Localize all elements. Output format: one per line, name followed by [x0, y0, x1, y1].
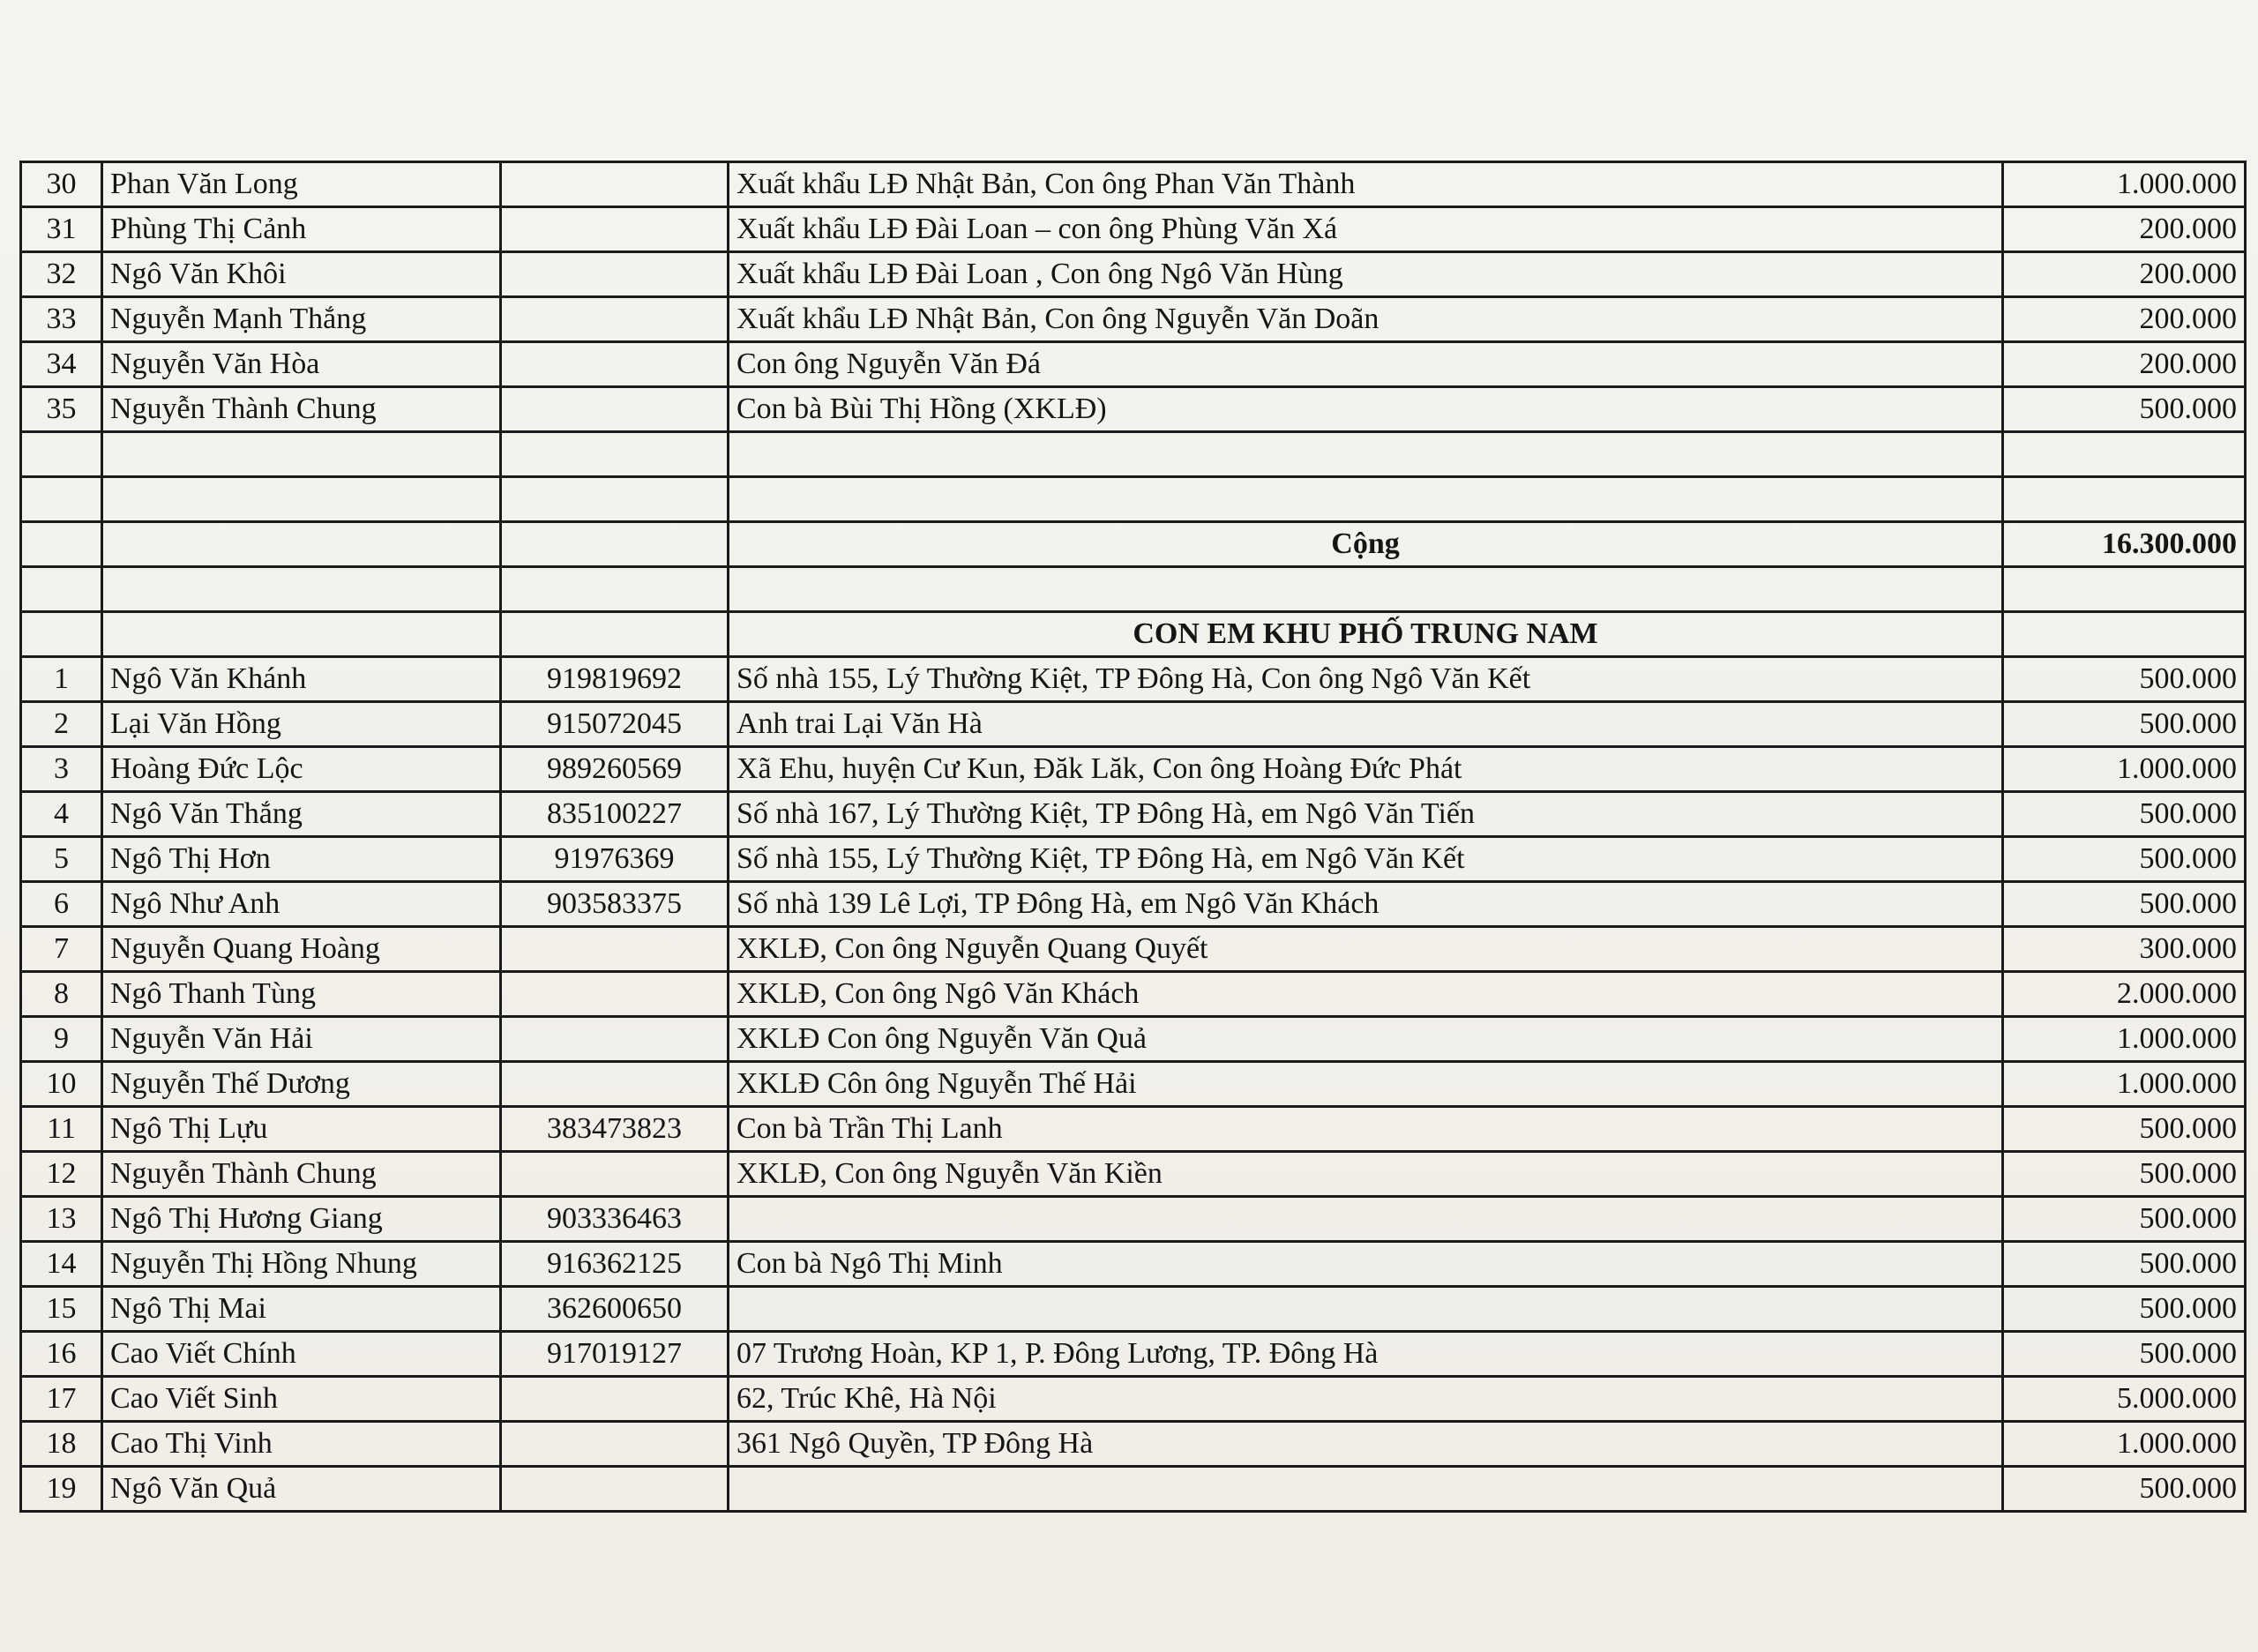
amount: 500.000: [2003, 1197, 2246, 1242]
table-row: [21, 1467, 2246, 1512]
section-header-row: [21, 612, 2246, 657]
empty-cell: [21, 522, 102, 567]
note: 361 Ngô Quyền, TP Đông Hà: [729, 1422, 2003, 1467]
note: Con bà Trần Thị Lanh: [729, 1107, 2003, 1152]
amount: 500.000: [2003, 837, 2246, 882]
row-number: 32: [21, 252, 102, 297]
note: XKLĐ, Con ông Nguyễn Quang Quyết: [729, 927, 2003, 972]
person-name: Nguyễn Thành Chung: [102, 1152, 501, 1197]
empty-cell: [102, 567, 501, 612]
table-row: [21, 1422, 2246, 1467]
amount: 2.000.000: [2003, 972, 2246, 1017]
row-number: 17: [21, 1377, 102, 1422]
empty-cell: [501, 567, 729, 612]
table-row: [21, 972, 2246, 1017]
empty-cell: [501, 612, 729, 657]
note: Số nhà 155, Lý Thường Kiệt, TP Đông Hà, Con ông Ngô Văn Kết: [729, 657, 2003, 702]
table-row: [21, 1377, 2246, 1422]
person-name: Ngô Văn Khôi: [102, 252, 501, 297]
row-number: 16: [21, 1332, 102, 1377]
amount: 1.000.000: [2003, 1062, 2246, 1107]
person-name: Phùng Thị Cảnh: [102, 207, 501, 252]
empty-cell: [501, 432, 729, 477]
note: Xuất khẩu LĐ Đài Loan , Con ông Ngô Văn Hùng: [729, 252, 2003, 297]
phone-number: [501, 387, 729, 432]
person-name: Nguyễn Quang Hoàng: [102, 927, 501, 972]
note: 07 Trương Hoàn, KP 1, P. Đông Lương, TP. Đông Hà: [729, 1332, 2003, 1377]
person-name: Nguyễn Văn Hải: [102, 1017, 501, 1062]
row-number: 34: [21, 342, 102, 387]
phone-number: [501, 1062, 729, 1107]
row-number: 2: [21, 702, 102, 747]
person-name: Nguyễn Thành Chung: [102, 387, 501, 432]
table-row: [21, 1287, 2246, 1332]
table-row: [21, 927, 2246, 972]
amount: 5.000.000: [2003, 1377, 2246, 1422]
empty-cell: [729, 567, 2003, 612]
person-name: Nguyễn Mạnh Thắng: [102, 297, 501, 342]
table-row: [21, 252, 2246, 297]
empty-cell: [21, 477, 102, 522]
amount: 500.000: [2003, 1107, 2246, 1152]
note: Số nhà 155, Lý Thường Kiệt, TP Đông Hà, em Ngô Văn Kết: [729, 837, 2003, 882]
row-number: 11: [21, 1107, 102, 1152]
table-row: [21, 162, 2246, 207]
table-row: [21, 792, 2246, 837]
person-name: Hoàng Đức Lộc: [102, 747, 501, 792]
table-row: [21, 1062, 2246, 1107]
empty-cell: [501, 522, 729, 567]
total-value: 16.300.000: [2003, 522, 2246, 567]
phone-number: [501, 1377, 729, 1422]
table-row: [21, 747, 2246, 792]
phone-number: [501, 1152, 729, 1197]
table-row: [21, 207, 2246, 252]
person-name: Ngô Thị Hơn: [102, 837, 501, 882]
note: 62, Trúc Khê, Hà Nội: [729, 1377, 2003, 1422]
empty-cell: [2003, 477, 2246, 522]
total-row: [21, 522, 2246, 567]
amount: 500.000: [2003, 657, 2246, 702]
table-row: [21, 702, 2246, 747]
phone-number: [501, 252, 729, 297]
empty-cell: [2003, 612, 2246, 657]
amount: 500.000: [2003, 882, 2246, 927]
phone-number: 919819692: [501, 657, 729, 702]
note: Xuất khẩu LĐ Nhật Bản, Con ông Nguyễn Văn Doãn: [729, 297, 2003, 342]
table-row: [21, 837, 2246, 882]
amount: 500.000: [2003, 792, 2246, 837]
note: Xuất khẩu LĐ Nhật Bản, Con ông Phan Văn Thành: [729, 162, 2003, 207]
table-row: [21, 1152, 2246, 1197]
phone-number: [501, 207, 729, 252]
empty-row: [21, 567, 2246, 612]
note: XKLĐ, Con ông Nguyễn Văn Kiền: [729, 1152, 2003, 1197]
table-row: [21, 1197, 2246, 1242]
row-number: 5: [21, 837, 102, 882]
person-name: Cao Viết Sinh: [102, 1377, 501, 1422]
person-name: Ngô Như Anh: [102, 882, 501, 927]
note: Xã Ehu, huyện Cư Kun, Đăk Lăk, Con ông Hoàng Đức Phát: [729, 747, 2003, 792]
empty-cell: [729, 432, 2003, 477]
phone-number: 915072045: [501, 702, 729, 747]
phone-number: 916362125: [501, 1242, 729, 1287]
note: Số nhà 139 Lê Lợi, TP Đông Hà, em Ngô Văn Khách: [729, 882, 2003, 927]
amount: 1.000.000: [2003, 747, 2246, 792]
section-title: CON EM KHU PHỐ TRUNG NAM: [729, 612, 2003, 657]
scanner-watermark: [2184, 723, 2224, 1588]
donation-table: [19, 161, 2247, 1513]
row-number: 18: [21, 1422, 102, 1467]
note: Con bà Ngô Thị Minh: [729, 1242, 2003, 1287]
row-number: 15: [21, 1287, 102, 1332]
amount: 500.000: [2003, 1152, 2246, 1197]
empty-row: [21, 432, 2246, 477]
table-row: [21, 387, 2246, 432]
amount: 200.000: [2003, 297, 2246, 342]
note: Anh trai Lại Văn Hà: [729, 702, 2003, 747]
row-number: 35: [21, 387, 102, 432]
note: Số nhà 167, Lý Thường Kiệt, TP Đông Hà, em Ngô Văn Tiến: [729, 792, 2003, 837]
person-name: Nguyễn Thế Dương: [102, 1062, 501, 1107]
empty-cell: [21, 432, 102, 477]
note: XKLĐ Con ông Nguyễn Văn Quả: [729, 1017, 2003, 1062]
note: Con ông Nguyễn Văn Đá: [729, 342, 2003, 387]
row-number: 33: [21, 297, 102, 342]
amount: 500.000: [2003, 702, 2246, 747]
phone-number: [501, 927, 729, 972]
empty-cell: [102, 477, 501, 522]
table-row: [21, 657, 2246, 702]
amount: 200.000: [2003, 342, 2246, 387]
person-name: Lại Văn Hồng: [102, 702, 501, 747]
person-name: Cao Thị Vinh: [102, 1422, 501, 1467]
empty-cell: [729, 477, 2003, 522]
empty-cell: [21, 567, 102, 612]
phone-number: 362600650: [501, 1287, 729, 1332]
row-number: 3: [21, 747, 102, 792]
empty-cell: [102, 612, 501, 657]
phone-number: 383473823: [501, 1107, 729, 1152]
amount: 500.000: [2003, 1287, 2246, 1332]
amount: 300.000: [2003, 927, 2246, 972]
empty-cell: [102, 432, 501, 477]
amount: 1.000.000: [2003, 162, 2246, 207]
table-row: [21, 342, 2246, 387]
amount: 500.000: [2003, 387, 2246, 432]
person-name: Ngô Thị Mai: [102, 1287, 501, 1332]
phone-number: [501, 1467, 729, 1512]
row-number: 1: [21, 657, 102, 702]
note: [729, 1287, 2003, 1332]
empty-cell: [2003, 567, 2246, 612]
empty-cell: [21, 612, 102, 657]
amount: 500.000: [2003, 1332, 2246, 1377]
phone-number: [501, 1017, 729, 1062]
row-number: 19: [21, 1467, 102, 1512]
amount: 1.000.000: [2003, 1017, 2246, 1062]
row-number: 6: [21, 882, 102, 927]
note: Con bà Bùi Thị Hồng (XKLĐ): [729, 387, 2003, 432]
phone-number: [501, 297, 729, 342]
amount: 500.000: [2003, 1467, 2246, 1512]
note: XKLĐ, Con ông Ngô Văn Khách: [729, 972, 2003, 1017]
person-name: Ngô Văn Quả: [102, 1467, 501, 1512]
table-row: [21, 882, 2246, 927]
amount: 200.000: [2003, 207, 2246, 252]
row-number: 7: [21, 927, 102, 972]
note: XKLĐ Côn ông Nguyễn Thế Hải: [729, 1062, 2003, 1107]
amount: 500.000: [2003, 1242, 2246, 1287]
row-number: 10: [21, 1062, 102, 1107]
table-row: [21, 1107, 2246, 1152]
row-number: 9: [21, 1017, 102, 1062]
phone-number: 835100227: [501, 792, 729, 837]
person-name: Ngô Thanh Tùng: [102, 972, 501, 1017]
note: [729, 1467, 2003, 1512]
person-name: Ngô Văn Khánh: [102, 657, 501, 702]
table-body: [21, 162, 2246, 1512]
note: Xuất khẩu LĐ Đài Loan – con ông Phùng Văn Xá: [729, 207, 2003, 252]
row-number: 8: [21, 972, 102, 1017]
phone-number: 91976369: [501, 837, 729, 882]
phone-number: [501, 162, 729, 207]
row-number: 12: [21, 1152, 102, 1197]
table-row: [21, 1017, 2246, 1062]
amount: 200.000: [2003, 252, 2246, 297]
row-number: 4: [21, 792, 102, 837]
person-name: Nguyễn Văn Hòa: [102, 342, 501, 387]
row-number: 31: [21, 207, 102, 252]
phone-number: [501, 972, 729, 1017]
empty-cell: [2003, 432, 2246, 477]
person-name: Ngô Thị Lựu: [102, 1107, 501, 1152]
total-label: Cộng: [729, 522, 2003, 567]
empty-cell: [501, 477, 729, 522]
empty-row: [21, 477, 2246, 522]
phone-number: [501, 342, 729, 387]
empty-cell: [102, 522, 501, 567]
phone-number: 917019127: [501, 1332, 729, 1377]
row-number: 14: [21, 1242, 102, 1287]
person-name: Ngô Văn Thắng: [102, 792, 501, 837]
phone-number: [501, 1422, 729, 1467]
phone-number: 903583375: [501, 882, 729, 927]
row-number: 13: [21, 1197, 102, 1242]
table-row: [21, 1332, 2246, 1377]
person-name: Ngô Thị Hương Giang: [102, 1197, 501, 1242]
table-row: [21, 297, 2246, 342]
person-name: Cao Viết Chính: [102, 1332, 501, 1377]
amount: 1.000.000: [2003, 1422, 2246, 1467]
phone-number: 903336463: [501, 1197, 729, 1242]
person-name: Phan Văn Long: [102, 162, 501, 207]
row-number: 30: [21, 162, 102, 207]
table-row: [21, 1242, 2246, 1287]
note: [729, 1197, 2003, 1242]
person-name: Nguyễn Thị Hồng Nhung: [102, 1242, 501, 1287]
phone-number: 989260569: [501, 747, 729, 792]
